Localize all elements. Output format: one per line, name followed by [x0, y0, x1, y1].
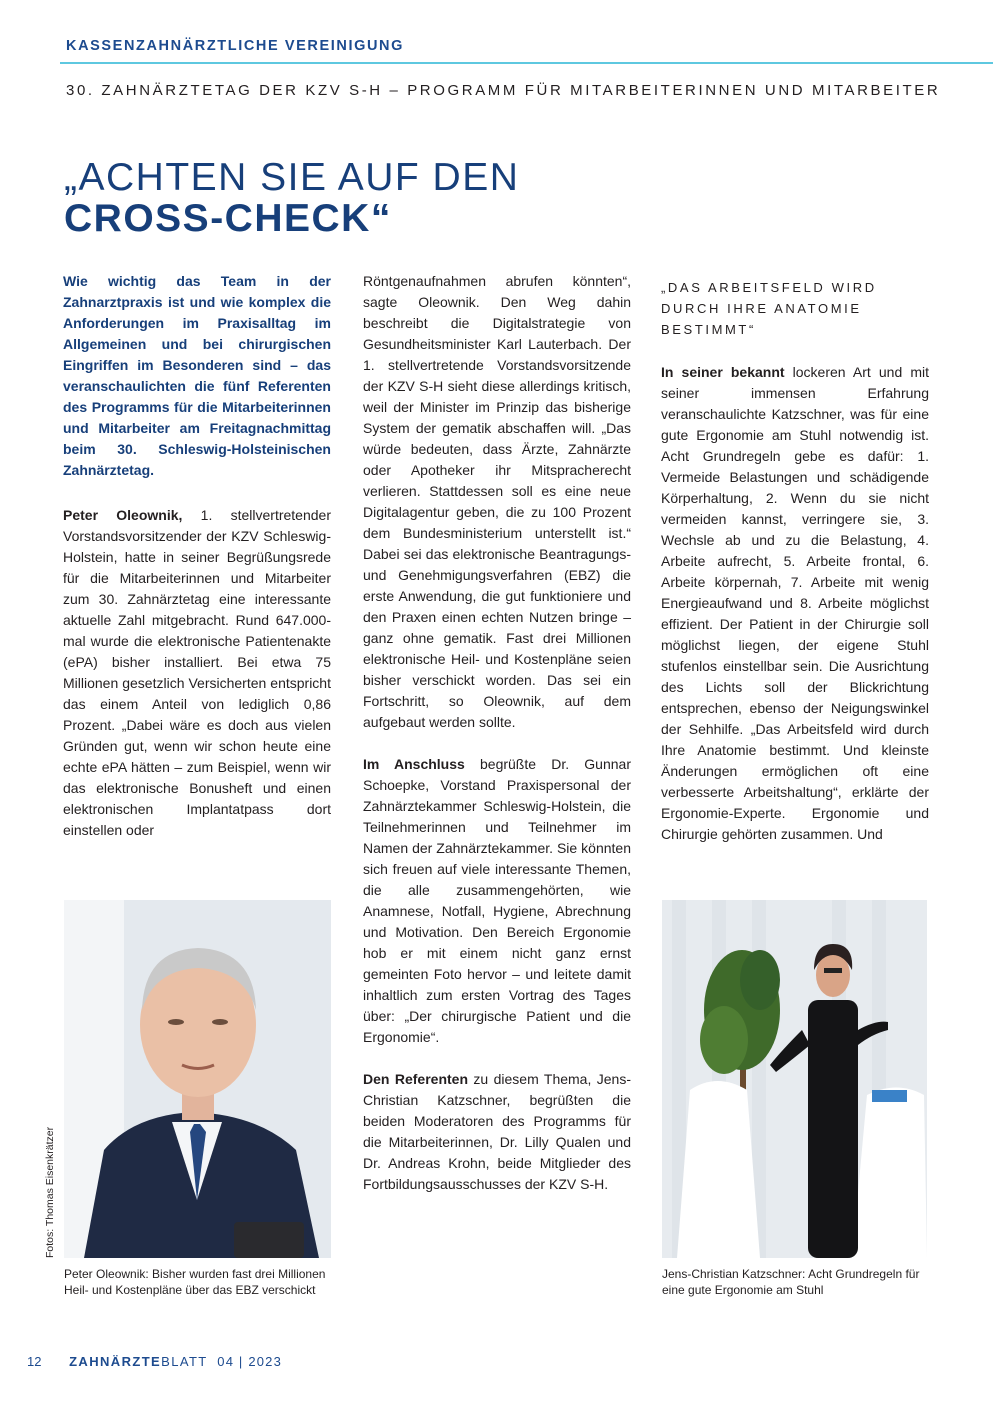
paragraph-lead-in: In seiner bekannt — [661, 364, 785, 380]
photo-caption-1: Peter Oleownik: Bisher wurden fast drei Millionen Heil- und Kostenpläne über das EBZ verschickt — [64, 1267, 326, 1297]
paragraph — [363, 754, 631, 1048]
magazine-name-bold: ZAHNÄRZTE — [69, 1354, 162, 1369]
subheading: „DAS ARBEITSFELD WIRD DURCH IHRE ANATOMIE BESTIMMT“ — [661, 280, 877, 337]
paragraph-lead-in: Im Anschluss — [363, 756, 465, 772]
page-footer — [27, 1354, 282, 1369]
portrait-illustration — [64, 900, 331, 1258]
photo-peter-oleownik — [64, 900, 331, 1258]
paragraph-text: begrüßte Dr. Gunnar Schoepke, Vorstand Praxispersonal der Zahnärztekammer Schleswig-Holstein, die Teilnehmerinnen und Teilnehmer im Namen der Zahnärztekammer. Sie könnten sich freuen auf viele interessante Themen, die alle zusammengehörten, wie Anamnese, Notfall, Hygiene, Abrechnung und Motivation. Den Bereich Ergonomie hob er mit einem nicht ganz ernst gemeinten Foto hervor – und leitete damit inhaltlich zum ersten Vortrag des Tages über: „Der chirurgische Patient und die Ergonomie“. — [363, 756, 631, 1045]
photo-caption-2: Jens-Christian Katzschner: Acht Grundregeln für eine gute Ergonomie am Stuhl — [662, 1267, 920, 1297]
photo-credit: Fotos: Thomas Eisenkrätzer — [44, 1126, 56, 1258]
issue-number: 04 | 2023 — [217, 1354, 283, 1369]
headline — [64, 158, 519, 238]
paragraph-lead-in: Den Referenten — [363, 1071, 468, 1087]
paragraph — [661, 362, 929, 845]
paragraph-lead-in: Peter Oleownik, — [63, 507, 183, 523]
paragraph — [363, 1069, 631, 1195]
paragraph: Röntgenaufnahmen abrufen könnten“, sagte Oleownik. Den Weg dahin beschreibt die Digitalstrategie von Gesundheitsminister Karl Lauterbach. Der 1. stellvertretende Vorstandsvorsitzende der KZV S-H sieht diese allerdings kritisch, weil der Minister im Prinzip das bisherige System der gematik abschaffen will. „Das würde bedeuten, dass Ärzte, Zahnärzte oder Apotheker ihr Mitspracherecht verlieren. Stattdessen soll es eine neue Digitalagentur geben, die zu 100 Prozent dem Bundesministerium unterstellt ist.“ Dabei sei das elektronische Beantragungs- und Genehmigungsverfahren (EBZ) die erste Anwendung, die gut funktioniere und den Praxen einen echten Nutzen bringe – ganz ohne gematik. Fast drei Millionen elektronische Heil- und Kostenpläne seien bisher verschickt worden. Das sei ein Fortschritt, so Oleownik, auf dem aufgebaut werden sollte. — [363, 273, 631, 730]
photo-jens-christian-katzschner — [662, 900, 927, 1258]
speaker-illustration — [662, 900, 927, 1258]
headline-line-1: „ACHTEN SIE AUF DEN — [64, 156, 520, 199]
magazine-name-light: BLATT — [161, 1354, 208, 1369]
column-1 — [63, 271, 331, 862]
program-title: 30. ZAHNÄRZTETAG DER KZV S-H – PROGRAMM FÜR MITARBEITERINNEN UND MITARBEITER — [66, 82, 941, 99]
page-number: 12 — [27, 1354, 42, 1369]
column-3 — [661, 277, 929, 866]
section-label: KASSENZAHNÄRZTLICHE VEREINIGUNG — [66, 38, 404, 54]
paragraph-text: 1. stellvertretender Vorstandsvorsitzender der KZV Schleswig-Holstein, hatte in seiner Begrüßungsrede für die Mitarbeiterinnen und Mitarbeiter zum 30. Zahnärztetag eine interessante aktuelle Zahl mitgebracht. Rund 647.000-mal wurde die elektronische Patientenakte (ePA) bisher installiert. Bei etwa 75 Millionen gesetzlich Versicherten entspricht das einem Anteil von lediglich 0,86 Prozent. „Dabei wäre es doch aus vielen Gründen gut, wenn wir schon heute eine echte ePA hätten – zum Beispiel, wenn wir das elektronische Bonusheft und einen elektronischen Implantatpass dort einstellen oder — [63, 507, 331, 838]
headline-line-2: CROSS-CHECK“ — [64, 197, 392, 240]
paragraph — [63, 505, 331, 841]
paragraph-text: lockeren Art und mit seiner immensen Erfahrung veranschaulichte Katzschner, was für eine gute Ergonomie am Stuhl notwendig ist. Acht Grundregeln gebe es dafür: 1. Vermeide Belastungen und schädigende Körperhaltung, 2. Wenn du sie nicht vermeiden kannst, verringere sie, 3. Wechsle ab und zu die Belastung, 4. Arbeite aufrecht, 5. Arbeite frontal, 6. Arbeite körpernah, 7. Arbeite mit wenig Energieaufwand und 8. Arbeite möglichst effizient. Der Patient in der Chirurgie soll möglichst liegen, der eigene Stuhl stufenlos einstellbar sein. Die Ausrichtung des Lichts soll der Blickrichtung entsprechen, ebenso der Neigungswinkel der Sehhilfe. „Das Arbeitsfeld wird durch Ihre Anatomie bestimmt. Und kleinste Änderungen ermöglichen oft eine verbesserte Arbeitshaltung“, erklärte der Ergonomie-Experte. Ergonomie und Chirurgie gehörten zusammen. Und — [661, 364, 929, 842]
header-rule — [60, 62, 993, 64]
paragraph-text: zu diesem Thema, Jens-Christian Katzschner, begrüßten die beiden Moderatoren des Programms für die Mitarbeiterinnen, Dr. Lilly Qualen und Dr. Andreas Krohn, beide Mitglieder des Fortbildungsausschusses der KZV S-H. — [363, 1071, 632, 1192]
lead-paragraph: Wie wichtig das Team in der Zahnarztpraxis ist und wie komplex die Anforderungen im Praxisalltag im Allgemeinen und bei chirurgischen Eingriffen im Besonderen sind – das veranschaulichten die fünf Referenten des Programms für die Mitarbeiterinnen und Mitarbeiter am Freitagnachmittag beim 30. Schleswig-Holsteinischen Zahnärztetag. — [63, 273, 331, 478]
column-2 — [363, 271, 631, 1216]
